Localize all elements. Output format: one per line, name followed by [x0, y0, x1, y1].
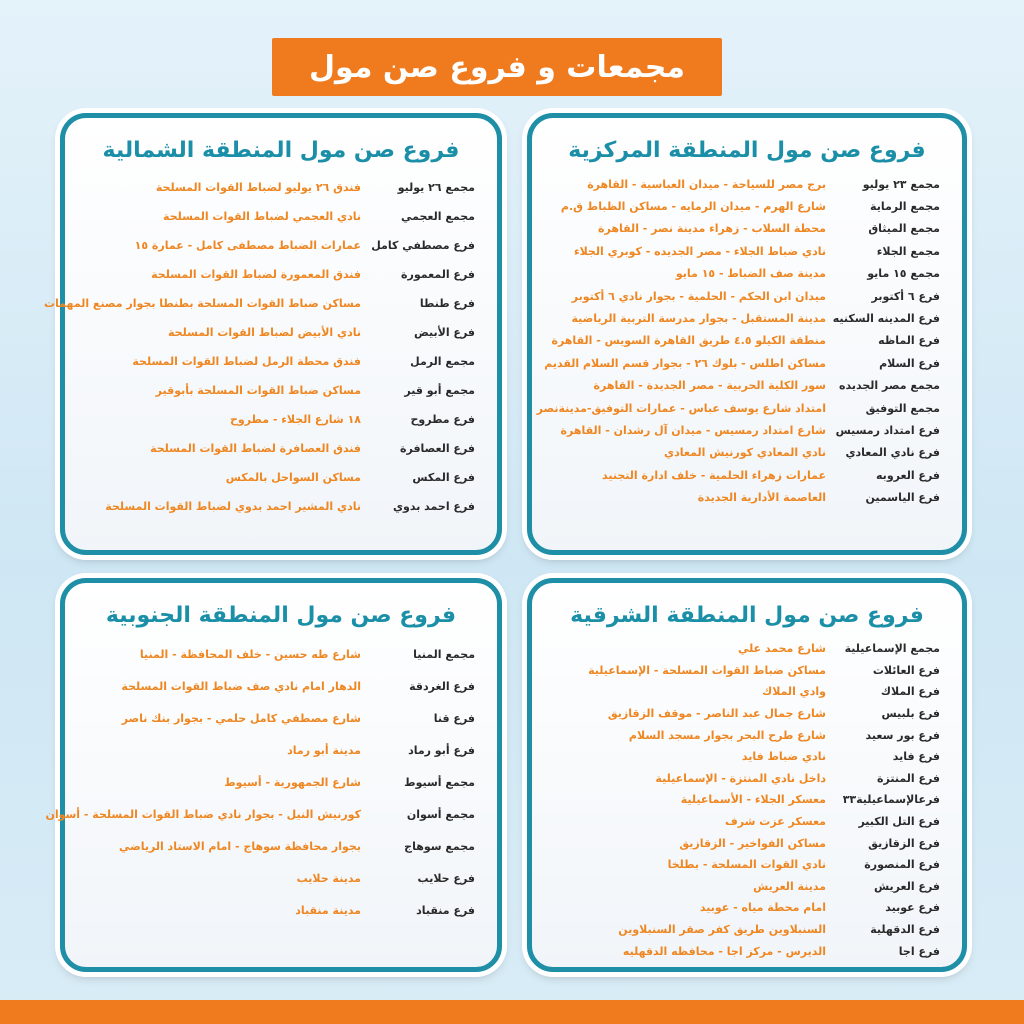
- branch-address: داخل نادي المنتزة - الإسماعيلية: [655, 771, 826, 785]
- branch-name: فرع المنصورة: [864, 858, 940, 872]
- branch-name: مجمع الرمل: [410, 355, 475, 368]
- branch-address: شارع مصطفي كامل حلمي - بجوار بنك ناصر: [121, 711, 361, 725]
- branch-row: [87, 830, 475, 862]
- branch-address: شارع جمال عبد الناصر - موقف الزقازيق: [607, 707, 826, 721]
- branch-address: العاصمة الأدارية الجديدة: [697, 491, 826, 505]
- branch-name: مجمع الجلاء: [876, 244, 940, 258]
- branch-name: فرع احمد بدوي: [392, 500, 475, 513]
- branch-name: فرع المعمورة: [401, 268, 475, 281]
- branch-row: [87, 638, 475, 670]
- branch-row: [554, 218, 940, 240]
- branch-name: فرع أبو رماد: [408, 743, 475, 757]
- branch-row: [87, 405, 475, 434]
- branch-list: [45, 638, 475, 926]
- branch-name: فرع السلام: [879, 356, 940, 370]
- branch-address: نادي الأبيض لضباط القوات المسلحة: [167, 326, 361, 339]
- branch-name: فرع الغردقة: [409, 679, 475, 693]
- branch-name: فرع العروبه: [876, 468, 940, 482]
- branch-name: فرع مطروح: [410, 413, 475, 426]
- branch-name: فرع العائلات: [872, 663, 940, 677]
- branch-name: فرع العريش: [873, 879, 940, 893]
- branch-name: فرع التل الكبير: [858, 815, 940, 829]
- branch-row: [554, 876, 940, 898]
- branch-row: [554, 832, 940, 854]
- branch-name: مجمع سوهاج: [404, 839, 475, 853]
- branch-name: فرع الملاك: [880, 685, 940, 699]
- branch-row: [554, 638, 940, 660]
- branch-row: [554, 660, 940, 682]
- branch-address: ميدان ابن الحكم - الحلمية - بجوار نادي ٦ أكتوبر: [571, 289, 826, 303]
- branch-address: مدينة العريش: [753, 879, 826, 893]
- branch-row: [554, 464, 940, 486]
- branch-name: فرع المدينه السكنيه: [832, 312, 940, 326]
- branch-name: فرع قنا: [433, 711, 475, 725]
- branch-address: امام محطة مياه - عوبيد: [699, 901, 826, 915]
- branch-row: [554, 897, 940, 919]
- branch-address: فندق العصافرة لضباط القوات المسلحة: [150, 442, 361, 455]
- panel-south-region: [45, 578, 502, 972]
- branch-row: [87, 492, 475, 521]
- branch-row: [87, 862, 475, 894]
- branch-address: مساكن السواحل بالمكس: [225, 471, 361, 484]
- branch-row: [554, 173, 940, 195]
- branch-row: [87, 734, 475, 766]
- branch-name: فرع منقباد: [416, 903, 475, 917]
- panel-heading: فروع صن مول المنطقة الشمالية: [102, 138, 460, 163]
- branch-name: فرع بلبيس: [881, 707, 940, 721]
- branch-address: فندق ٢٦ يوليو لضباط القوات المسلحة: [155, 181, 361, 194]
- branch-row: [551, 330, 940, 352]
- branch-address: منطقة الكيلو ٤.٥ طريق القاهرة السويس - القاهرة: [551, 334, 826, 348]
- branch-address: عمارات الضباط مصطفى كامل - عمارة ١٥: [134, 239, 361, 252]
- panel-north-region: [44, 113, 502, 555]
- branch-address: فندق المعمورة لضباط القوات المسلحة: [151, 268, 361, 281]
- branch-address: شارع طه حسين - خلف المحافظة - المنيا: [139, 647, 361, 661]
- branch-address: سور الكلية الحربية - مصر الجديدة - القاهرة: [593, 379, 826, 393]
- branch-address: شارع امتداد رمسيس - ميدان آل رشدان - القاهرة: [560, 423, 826, 437]
- branch-row: [87, 434, 475, 463]
- branch-list: [536, 173, 940, 509]
- branch-name: فرع مصطفي كامل: [371, 239, 475, 252]
- branch-address: معسكر الجلاء - الأسماعيلية: [680, 793, 826, 807]
- branch-row: [87, 231, 475, 260]
- branch-address: وادي الملاك: [762, 685, 826, 699]
- branch-address: الديرس - مركز اجا - محافظه الدقهليه: [622, 944, 826, 958]
- branch-name: مجمع التوفيق: [865, 401, 940, 415]
- branch-address: كورنيش النيل - بجوار نادي ضباط القوات المسلحة - أسوان: [45, 807, 361, 821]
- branch-name: مجمع ١٥ مايو: [867, 267, 940, 281]
- branch-name: فرع طنطا: [419, 297, 475, 310]
- branch-address: مدينة المستقبل - بجوار مدرسة التربية الرياضية: [571, 312, 826, 326]
- branch-name: فرع الياسمين: [865, 491, 940, 505]
- branch-name: فرع عوبيد: [885, 901, 940, 915]
- branch-row: [554, 811, 940, 833]
- branch-row: [87, 318, 475, 347]
- bottom-accent-bar: [0, 1000, 1024, 1024]
- branch-address: فندق محطة الرمل لضباط القوات المسلحة: [132, 355, 361, 368]
- branch-row: [554, 307, 940, 329]
- branch-row: [87, 766, 475, 798]
- branch-name: مجمع أسوان: [406, 807, 475, 821]
- branch-row: [554, 703, 940, 725]
- branch-address: نادي العجمي لضباط القوات المسلحة: [163, 210, 361, 223]
- branch-name: فرعالإسماعيلية٣٣: [842, 793, 940, 807]
- branch-name: مجمع ٢٦ يوليو: [397, 181, 475, 194]
- branch-row: [44, 289, 475, 318]
- branch-address: شارع الجمهورية - أسيوط: [224, 775, 361, 789]
- branch-row: [544, 352, 940, 374]
- branch-name: فرع المكس: [412, 471, 475, 484]
- branch-address: مساكن الفواخير - الزقازيق: [679, 836, 826, 850]
- branch-row: [554, 486, 940, 508]
- branch-address: برج مصر للسياحة - ميدان العباسية - القاهرة: [587, 177, 826, 191]
- branch-name: مجمع ٢٣ يوليو: [862, 177, 940, 191]
- branch-name: فرع الماظه: [878, 334, 940, 348]
- branch-row: [554, 263, 940, 285]
- branch-address: معسكر عزت شرف: [725, 815, 826, 829]
- branch-address: بجوار محافظة سوهاج - امام الاستاد الرياضي: [118, 839, 361, 853]
- branch-row: [554, 419, 940, 441]
- panel-heading: فروع صن مول المنطقة الشرقية: [570, 603, 924, 628]
- branch-name: مجمع أبو قير: [404, 384, 475, 397]
- branch-name: فرع بور سعيد: [865, 728, 940, 742]
- branch-address: مساكن ضباط القوات المسلحة - الإسماعيلية: [588, 663, 826, 677]
- branch-row: [87, 463, 475, 492]
- branch-address: نادي ضباط فايد: [741, 750, 826, 764]
- branch-row: [536, 397, 940, 419]
- branch-address: مساكن ضباط القوات المسلحة بطنطا بجوار مصنع المهمات: [44, 297, 361, 310]
- branch-name: مجمع الإسماعيلية: [844, 642, 940, 656]
- branch-address: السنبلاوين طريق كفر صقر السنبلاوين: [618, 923, 826, 937]
- branch-address: مساكن ضباط القوات المسلحة بأبوقير: [155, 384, 361, 397]
- branch-name: مجمع مصر الجديده: [839, 379, 940, 393]
- branch-name: فرع الدقهلية: [870, 923, 940, 937]
- branch-address: امتداد شارع يوسف عباس - عمارات التوفيق-مدينةنصر: [536, 401, 826, 415]
- branch-name: فرع حلايب: [417, 871, 475, 885]
- branch-row: [554, 940, 940, 962]
- branch-address: نادي المشير احمد بدوي لضباط القوات المسلحة: [105, 500, 361, 513]
- branch-row: [87, 173, 475, 202]
- branch-row: [554, 681, 940, 703]
- branch-address: نادي القوات المسلحة - بطلخا: [667, 858, 826, 872]
- panel-heading: فروع صن مول المنطقة الجنوبية: [105, 603, 457, 628]
- branch-name: فرع الزقازيق: [868, 836, 940, 850]
- branch-name: فرع فايد: [892, 750, 940, 764]
- branch-row: [554, 854, 940, 876]
- branch-row: [554, 789, 940, 811]
- panel-heading: فروع صن مول المنطقة المركزية: [568, 138, 926, 163]
- branch-row: [554, 768, 940, 790]
- branch-name: فرع ٦ أكتوبر: [871, 289, 940, 303]
- branch-row: [87, 894, 475, 926]
- branch-address: مدينة منقباد: [295, 903, 361, 917]
- branch-address: محطة السلاب - زهراء مدينة نصر - القاهرة: [598, 222, 826, 236]
- branch-name: مجمع أسيوط: [404, 775, 475, 789]
- branch-name: فرع امتداد رمسيس: [835, 423, 940, 437]
- panel-central-region: [527, 113, 967, 555]
- branch-row: [87, 670, 475, 702]
- branch-name: مجمع الرماية: [870, 200, 940, 214]
- branch-name: مجمع المنيا: [413, 647, 475, 661]
- branch-row: [554, 746, 940, 768]
- branch-address: مدينة صف الضباط - ١٥ مايو: [675, 267, 826, 281]
- branch-name: فرع نادي المعادي: [845, 446, 940, 460]
- branch-name: فرع الأبيض: [414, 326, 475, 339]
- branch-list: [44, 173, 475, 521]
- branch-address: ١٨ شارع الجلاء - مطروح: [229, 413, 361, 426]
- branch-row: [554, 285, 940, 307]
- page-title: مجمعات و فروع صن مول: [272, 38, 722, 96]
- branch-address: مدينة حلايب: [296, 871, 361, 885]
- branch-address: نادي ضباط الجلاء - مصر الجديده - كوبري الجلاء: [573, 244, 826, 258]
- branch-row: [554, 919, 940, 941]
- branch-address: عمارات زهراء الحلمية - خلف ادارة التجنيد: [602, 468, 826, 482]
- branch-row: [45, 798, 475, 830]
- branch-row: [87, 376, 475, 405]
- branch-list: [554, 638, 940, 962]
- branch-address: مساكن اطلس - بلوك ٢٦ - بجوار قسم السلام القديم: [544, 356, 826, 370]
- branch-row: [554, 240, 940, 262]
- branch-name: فرع المنتزة: [877, 771, 940, 785]
- branch-address: مدينة أبو رماد: [287, 743, 361, 757]
- branch-address: شارع محمد علي: [737, 642, 826, 656]
- branch-name: مجمع العجمي: [401, 210, 475, 223]
- branch-row: [87, 347, 475, 376]
- branch-address: الدهار امام نادي صف ضباط القوات المسلحة: [121, 679, 361, 693]
- branch-row: [554, 195, 940, 217]
- panel-east-region: [527, 578, 967, 972]
- branch-address: شارع الهرم - ميدان الرمايه - مساكن الظباط ق.م: [560, 200, 826, 214]
- branch-address: شارع طرح البحر بجوار مسجد السلام: [628, 728, 826, 742]
- branch-address: نادي المعادي كورنيش المعادي: [664, 446, 826, 460]
- branch-row: [87, 260, 475, 289]
- branch-name: فرع اجا: [898, 944, 940, 958]
- branch-row: [554, 375, 940, 397]
- branch-row: [87, 702, 475, 734]
- branch-row: [554, 442, 940, 464]
- branch-row: [87, 202, 475, 231]
- branch-name: فرع العصافرة: [399, 442, 475, 455]
- branch-name: مجمع الميثاق: [868, 222, 940, 236]
- branch-row: [554, 724, 940, 746]
